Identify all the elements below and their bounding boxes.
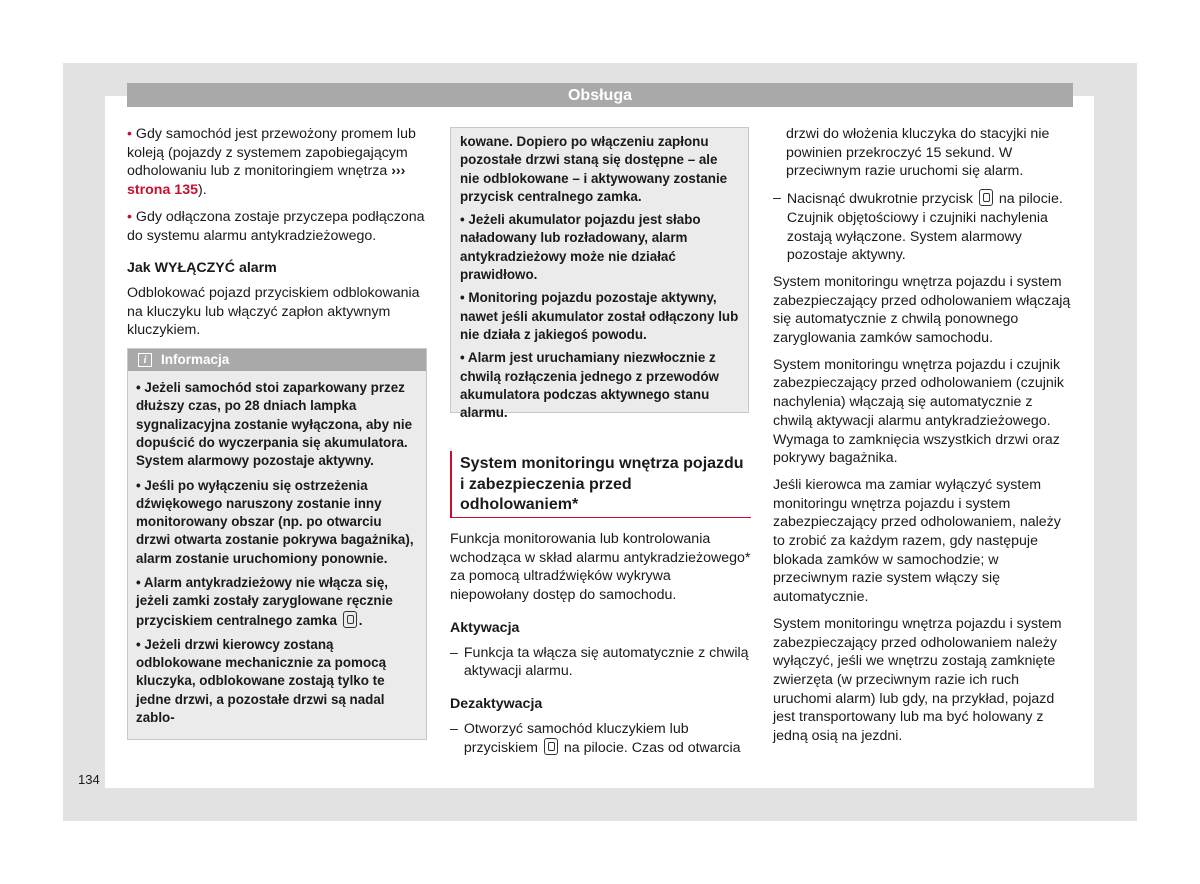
bullet-icon: • — [127, 208, 132, 225]
bullet-icon: • — [127, 126, 132, 142]
column-2 — [450, 530, 751, 766]
subheading: Dezaktywacja — [450, 695, 543, 712]
lock-button-icon — [343, 611, 357, 628]
paragraph: drzwi do włożenia kluczyka do stacyjki nie powinien przekroczyć 15 sekund. W przeciwnym razie uruchomi się alarm. — [786, 126, 1050, 180]
paragraph: System monitoringu wnętrza pojazdu i system zabezpieczający przed odholowaniem włączają się automatycznie z chwilą ponownego zaryglowania zamków samochodu. — [773, 273, 1071, 347]
dash-marker: – — [773, 190, 781, 207]
bullet-text: Gdy samochód jest przewożony promem lub koleją (pojazdy z systemem zapobiegającym odholowaniu lub z monitoringiem wnętrza — [127, 126, 416, 180]
column-1 — [127, 125, 427, 740]
subheading: Aktywacja — [450, 619, 520, 636]
paragraph: System monitoringu wnętrza pojazdu i system zabezpieczający przed odholowaniem należy wyłączyć, jeśli we wnętrzu zostają zamknięte zwierzęta (w przeciwnym razie ich ruch uruchomi alarm) lub gdy, na przykład, pojazd jest transportowany lub ma być holowany z jedną osią na jezdni. — [773, 615, 1062, 745]
subheading: Jak WYŁĄCZYĆ alarm — [127, 260, 277, 277]
dash-text-post: na pilocie. Czujnik objętościowy i czujniki nachylenia zostają wyłączone. System alarmowy pozostaje aktywny. — [786, 191, 1063, 264]
dash-item — [450, 720, 751, 758]
info-box-body — [128, 371, 426, 739]
paragraph: System monitoringu wnętrza pojazdu i czujnik zabezpieczający przed odholowaniem (czujnik nachylenia) włączają się automatycznie z chwilą aktywacji alarmu antykradzieżowego. Wymaga to zamknięcia wszystkich drzwi oraz pokrywy bagażnika. — [773, 356, 1064, 467]
info-box-continued — [450, 127, 749, 421]
info-item-text: • Alarm antykradzieżowy nie włącza się, jeżeli zamki zostały zaryglowane ręcznie przyciskiem centralnego zamka — [136, 575, 393, 628]
info-item: • Jeżeli akumulator pojazdu jest słabo naładowany lub rozładowany, alarm antykradzieżowy może nie działać prawidłowo. — [460, 212, 701, 283]
paragraph: Odblokować pojazd przyciskiem odblokowania na kluczyku lub włączyć zapłon aktywnym kluczykiem. — [127, 284, 420, 339]
info-icon: i — [138, 353, 152, 367]
dash-marker: – — [450, 644, 458, 661]
bullet-text-end: ). — [197, 182, 207, 199]
dash-item — [450, 644, 751, 681]
info-item — [136, 574, 418, 630]
dash-text-pre: Otworzyć samochód kluczykiem lub przyciskiem — [463, 720, 689, 757]
info-item: • Monitoring pojazdu pozostaje aktywny, nawet jeśli akumulator został odłączony lub nie działa z jakiegoś powodu. — [460, 290, 739, 342]
section-title: System monitoringu wnętrza pojazdu i zabezpieczenia przed odholowaniem* — [450, 451, 751, 518]
info-box-header — [128, 349, 426, 371]
info-box — [127, 348, 427, 740]
page-number: 134 — [78, 772, 100, 787]
unlock-button-icon — [979, 189, 993, 206]
dash-text: Funkcja ta włącza się automatycznie z chwilą aktywacji alarmu. — [463, 644, 749, 680]
dash-item — [773, 189, 1073, 265]
dash-text-pre: Nacisnąć dwukrotnie przycisk — [786, 191, 973, 208]
bullet-text: Gdy odłączona zostaje przyczepa podłączona do systemu alarmu antykradzieżowego. — [127, 208, 425, 244]
info-box-title: Informacja — [161, 352, 230, 368]
info-item: • Jeśli po wyłączeniu się ostrzeżenia dźwiękowego naruszony zostanie inny monitorowany obszar (np. po otwarciu drzwi otwarta zostanie pokrywa bagażnika), alarm zostanie uruchomiony ponownie. — [136, 477, 414, 566]
dash-marker: – — [450, 720, 458, 737]
dash-text — [464, 720, 751, 758]
info-item: • Jeżeli drzwi kierowcy zostaną odblokowane mechanicznie za pomocą kluczyka, odblokowane zostają tylko te jedne drzwi, a pozostałe drzwi są nadal zablo- — [136, 636, 387, 726]
column-3 — [773, 125, 1073, 754]
info-item-end: . — [358, 612, 363, 628]
dash-text-post: na pilocie. Czas od otwarcia — [563, 740, 741, 757]
list-item — [127, 125, 427, 200]
list-item — [127, 208, 427, 245]
reference-label: strona 135 — [127, 182, 198, 199]
paragraph: Funkcja monitorowania lub kontrolowania wchodząca w skład alarmu antykradzieżowego* za pomocą ultradźwięków wykrywa niepowołany dostęp do samochodu. — [450, 531, 751, 604]
info-item: • Alarm jest uruchamiany niezwłocznie z chwilą rozłączenia jednego z przewodów akumulatora podczas aktywnego stanu alarmu. — [460, 350, 719, 421]
dash-text — [787, 189, 1073, 265]
arrow-icon: ››› — [391, 163, 406, 180]
chapter-header: Obsługa — [127, 83, 1073, 107]
info-item: kowane. Dopiero po włączeniu zapłonu pozostałe drzwi staną się dostępne – ale nie odblokowane – i aktywowany zostanie przycisk centralnego zamka. — [460, 134, 728, 204]
paragraph: Jeśli kierowca ma zamiar wyłączyć system monitoringu wnętrza pojazdu i system zabezpieczający przed odholowaniem, należy to zrobić za każdym razem, gdy następuje blokada zamków w samochodzie; w przeciwnym razie system włączy się automatycznie. — [773, 476, 1061, 606]
info-item: • Jeżeli samochód stoi zaparkowany przez dłuższy czas, po 28 dniach lampka sygnalizacyjna zostanie wyłączona, aby nie dopuścić do wyczerpania się akumulatora. System alarmowy pozostaje aktywny. — [136, 380, 413, 469]
unlock-button-icon — [544, 738, 558, 755]
